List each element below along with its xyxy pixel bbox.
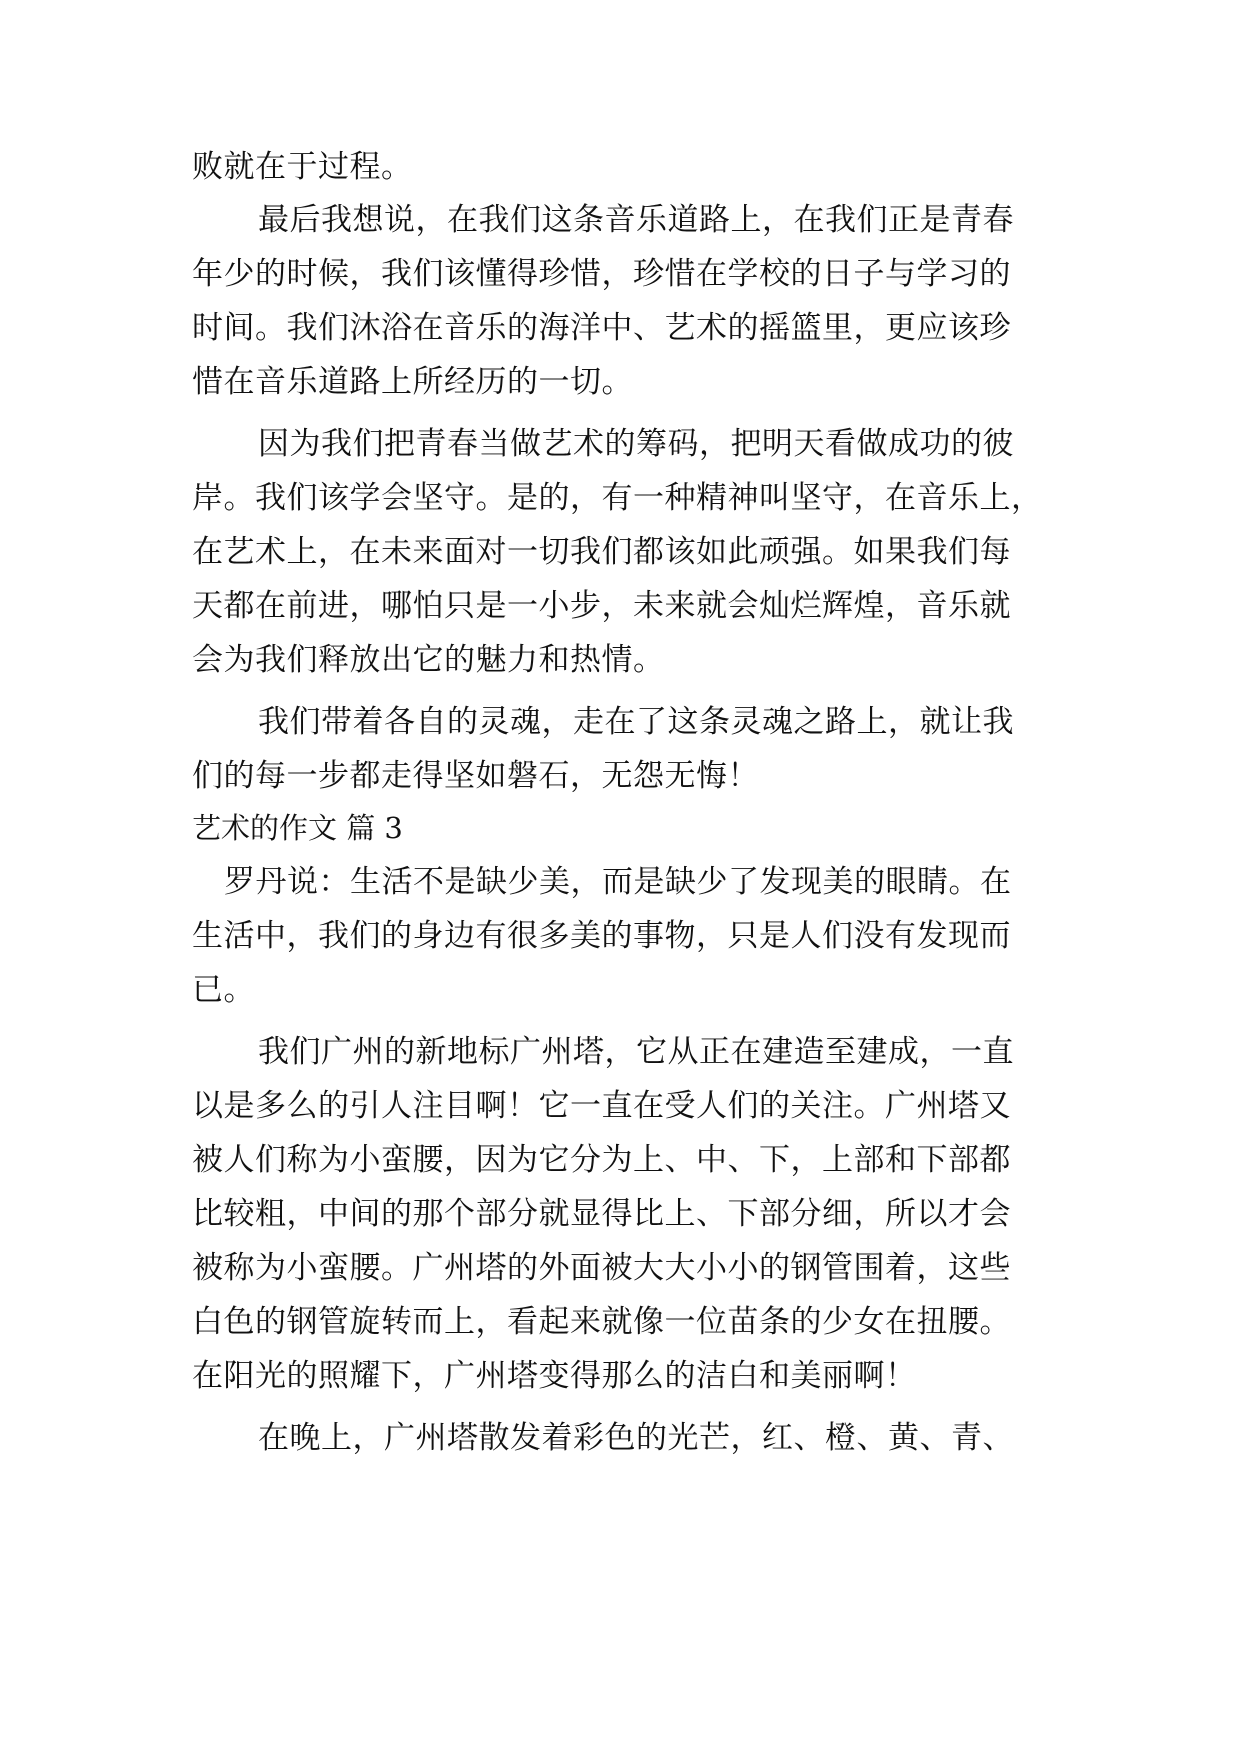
text-line: 在艺术上，在未来面对一切我们都该如此顽强。如果我们每: [192, 534, 1011, 570]
text-line: 我们带着各自的灵魂，走在了这条灵魂之路上，就让我: [258, 704, 1014, 740]
text-line: 罗丹说：生活不是缺少美，而是缺少了发现美的眼睛。在: [224, 864, 1012, 900]
section-title: 艺术的作文 篇 3: [192, 811, 403, 845]
text-line: 败就在于过程。: [192, 149, 413, 185]
text-line: 在阳光的照耀下，广州塔变得那么的洁白和美丽啊！: [192, 1358, 917, 1394]
text-line: 白色的钢管旋转而上，看起来就像一位苗条的少女在扭腰。: [192, 1304, 1011, 1340]
text-line: 年少的时候，我们该懂得珍惜，珍惜在学校的日子与学习的: [192, 256, 1011, 292]
text-line: 惜在音乐道路上所经历的一切。: [192, 364, 633, 400]
text-line: 们的每一步都走得坚如磐石，无怨无悔！: [192, 758, 759, 794]
text-line: 以是多么的引人注目啊！它一直在受人们的关注。广州塔又: [192, 1088, 1011, 1124]
text-line: 在晚上，广州塔散发着彩色的光芒，红、橙、黄、青、: [258, 1420, 1014, 1456]
text-line: 被称为小蛮腰。广州塔的外面被大大小小的钢管围着，这些: [192, 1250, 1011, 1286]
text-line: 被人们称为小蛮腰，因为它分为上、中、下，上部和下部都: [192, 1142, 1011, 1178]
text-line: 我们广州的新地标广州塔，它从正在建造至建成，一直: [258, 1034, 1014, 1070]
text-line: 会为我们释放出它的魅力和热情。: [192, 642, 665, 678]
text-line: 时间。我们沐浴在音乐的海洋中、艺术的摇篮里，更应该珍: [192, 310, 1011, 346]
text-line: 生活中，我们的身边有很多美的事物，只是人们没有发现而: [192, 918, 1011, 954]
text-line: 比较粗，中间的那个部分就显得比上、下部分细，所以才会: [192, 1196, 1011, 1232]
text-line: 已。: [192, 972, 255, 1008]
text-line: 因为我们把青春当做艺术的筹码，把明天看做成功的彼: [258, 426, 1014, 462]
text-line: 最后我想说，在我们这条音乐道路上，在我们正是青春: [258, 202, 1014, 238]
text-line: 天都在前进，哪怕只是一小步，未来就会灿烂辉煌，音乐就: [192, 588, 1011, 624]
text-line: 岸。我们该学会坚守。是的，有一种精神叫坚守，在音乐上，: [192, 480, 1043, 516]
